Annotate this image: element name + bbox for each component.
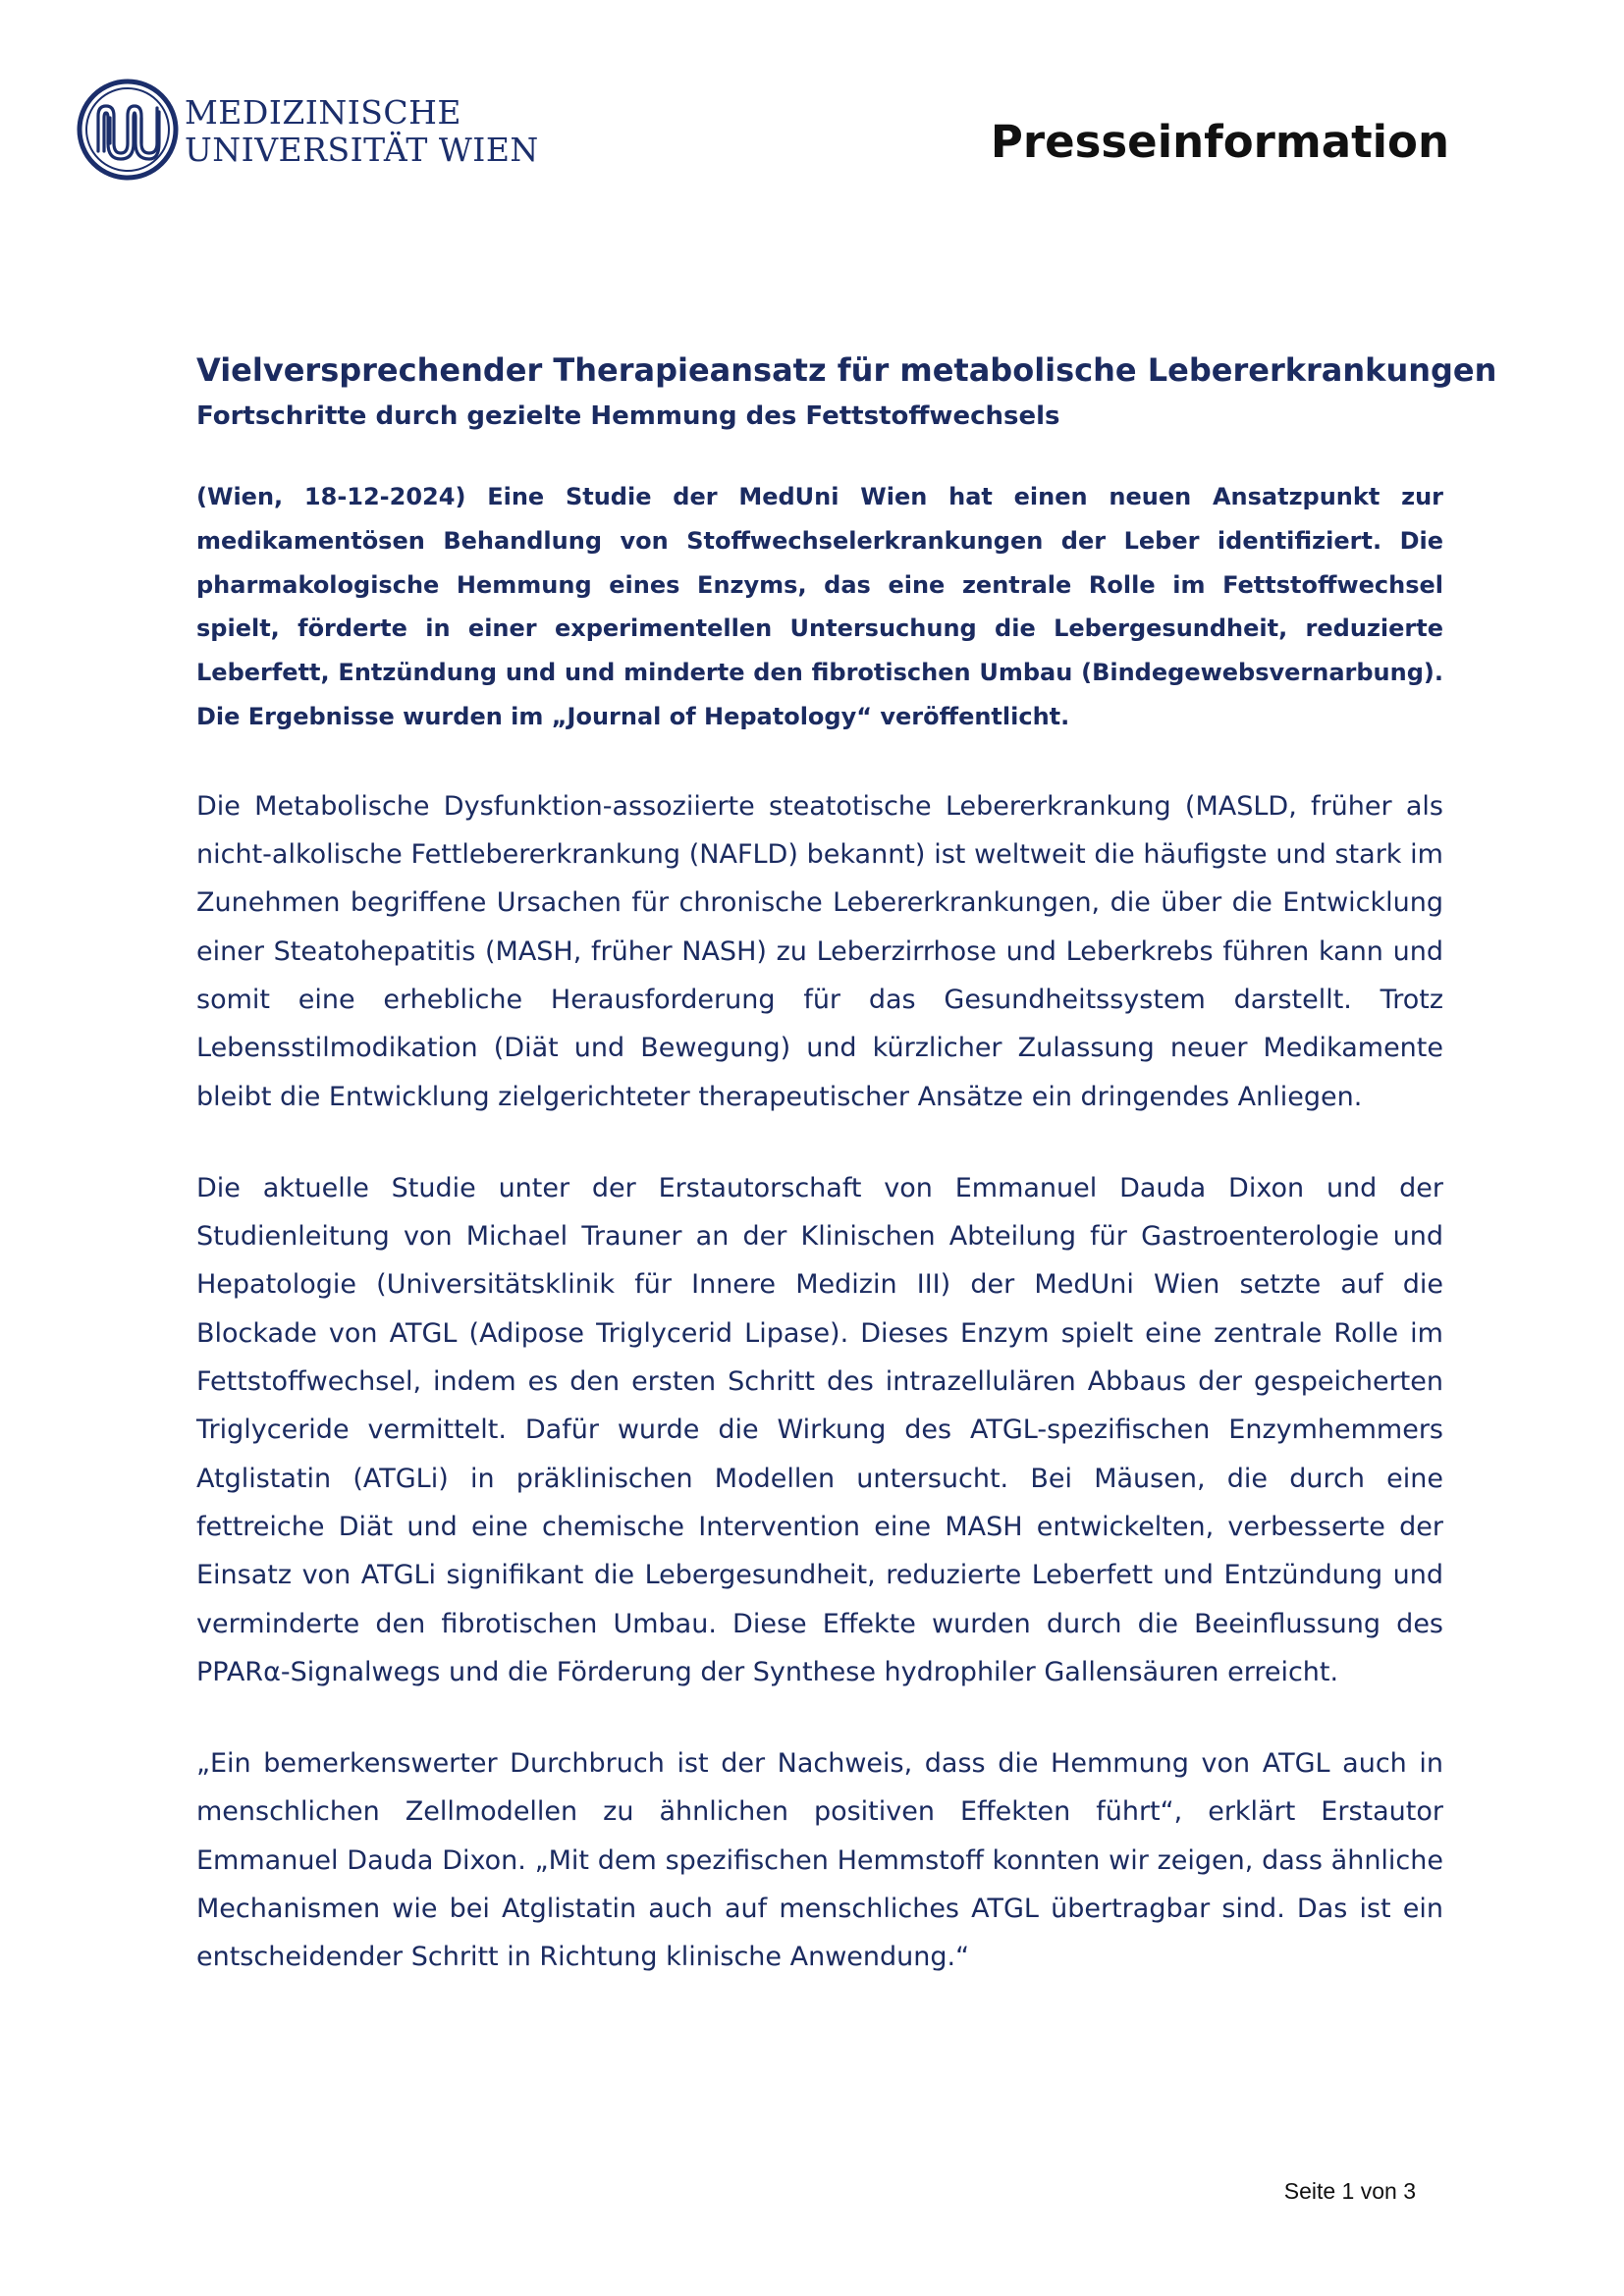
- logo-line-2: UNIVERSITÄT WIEN: [185, 131, 539, 169]
- document-type-heading: Presseinformation: [990, 116, 1449, 168]
- university-logo: [77, 79, 539, 187]
- logo-wordmark: [185, 94, 539, 169]
- article-body: [196, 346, 1497, 1982]
- body-paragraph-3: „Ein bemerkenswerter Durchbruch ist der Nachweis, dass die Hemmung von ATGL auch in menschlichen Zellmodellen zu ähnlichen positiven Effekten führt“, erklärt Erstautor Emmanuel Dauda Dixon. „Mit dem spezifischen Hemmstoff konnten wir zeigen, dass ähnliche Mechanismen wie bei Atglistatin auch auf menschliches ATGL übertragbar sind. Das ist ein entscheidender Schritt in Richtung klinische Anwendung.“: [196, 1748, 1443, 1973]
- logo-line-1: MEDIZINISCHE: [185, 93, 461, 132]
- body-paragraph-2: Die aktuelle Studie unter der Erstautorschaft von Emmanuel Dauda Dixon und der Studienleitung von Michael Trauner an der Klinischen Abteilung für Gastroenterologie und Hepatologie (Universitätsklinik für Innere Medizin III) der MedUni Wien setzte auf die Blockade von ATGL (Adipose Triglycerid Lipase). Dieses Enzym spielt eine zentrale Rolle im Fettstoffwechsel, indem es den ersten Schritt des intrazellulären Abbaus der gespeicherten Triglyceride vermittelt. Dafür wurde die Wirkung des ATGL-spezifischen Enzymhemmers Atglistatin (ATGLi) in präklinischen Modellen untersucht. Bei Mäusen, die durch eine fettreiche Diät und eine chemische Intervention eine MASH entwickelten, verbesserte der Einsatz von ATGLi signifikant die Lebergesundheit, reduzierte Leberfett und Entzündung und verminderte den fibrotischen Umbau. Diese Effekte wurden durch die Beeinflussung des PPARα-Signalwegs und die Förderung der Synthese hydrophiler Gallensäuren erreicht.: [196, 1172, 1443, 1687]
- article-title: Vielversprechender Therapieansatz für metabolische Lebererkrankungen: [196, 351, 1497, 389]
- page-number: Seite 1 von 3: [1283, 2178, 1416, 2204]
- body-paragraph-1: Die Metabolische Dysfunktion-assoziierte steatotische Lebererkrankung (MASLD, früher als nicht-alkolische Fettlebererkrankung (NAFLD) bekannt) ist weltweit die häufigste und stark im Zunehmen begriffene Ursachen für chronische Lebererkrankungen, die über die Entwicklung einer Steatohepatitis (MASH, früher NASH) zu Leberzirrhose und Leberkrebs führen kann und somit eine erhebliche Herausforderung für das Gesundheitssystem darstellt. Trotz Lebensstilmodikation (Diät und Bewegung) und kürzlicher Zulassung neuer Medikamente bleibt die Entwicklung zielgerichteter therapeutischer Ansätze ein dringendes Anliegen.: [196, 790, 1443, 1112]
- lead-paragraph: (Wien, 18-12-2024) Eine Studie der MedUni Wien hat einen neuen Ansatzpunkt zur medikamentösen Behandlung von Stoffwechselerkrankungen der Leber identifiziert. Die pharmakologische Hemmung eines Enzyms, das eine zentrale Rolle im Fettstoffwechsel spielt, förderte in einer experimentellen Untersuchung die Lebergesundheit, reduzierte Leberfett, Entzündung und und minderte den fibrotischen Umbau (Bindegewebsvernarbung). Die Ergebnisse wurden im „Journal of Hepatology“ veröffentlicht.: [196, 483, 1443, 730]
- meduni-emblem-icon: [77, 79, 179, 181]
- article-subtitle: Fortschritte durch gezielte Hemmung des Fettstoffwechsels: [196, 401, 1060, 431]
